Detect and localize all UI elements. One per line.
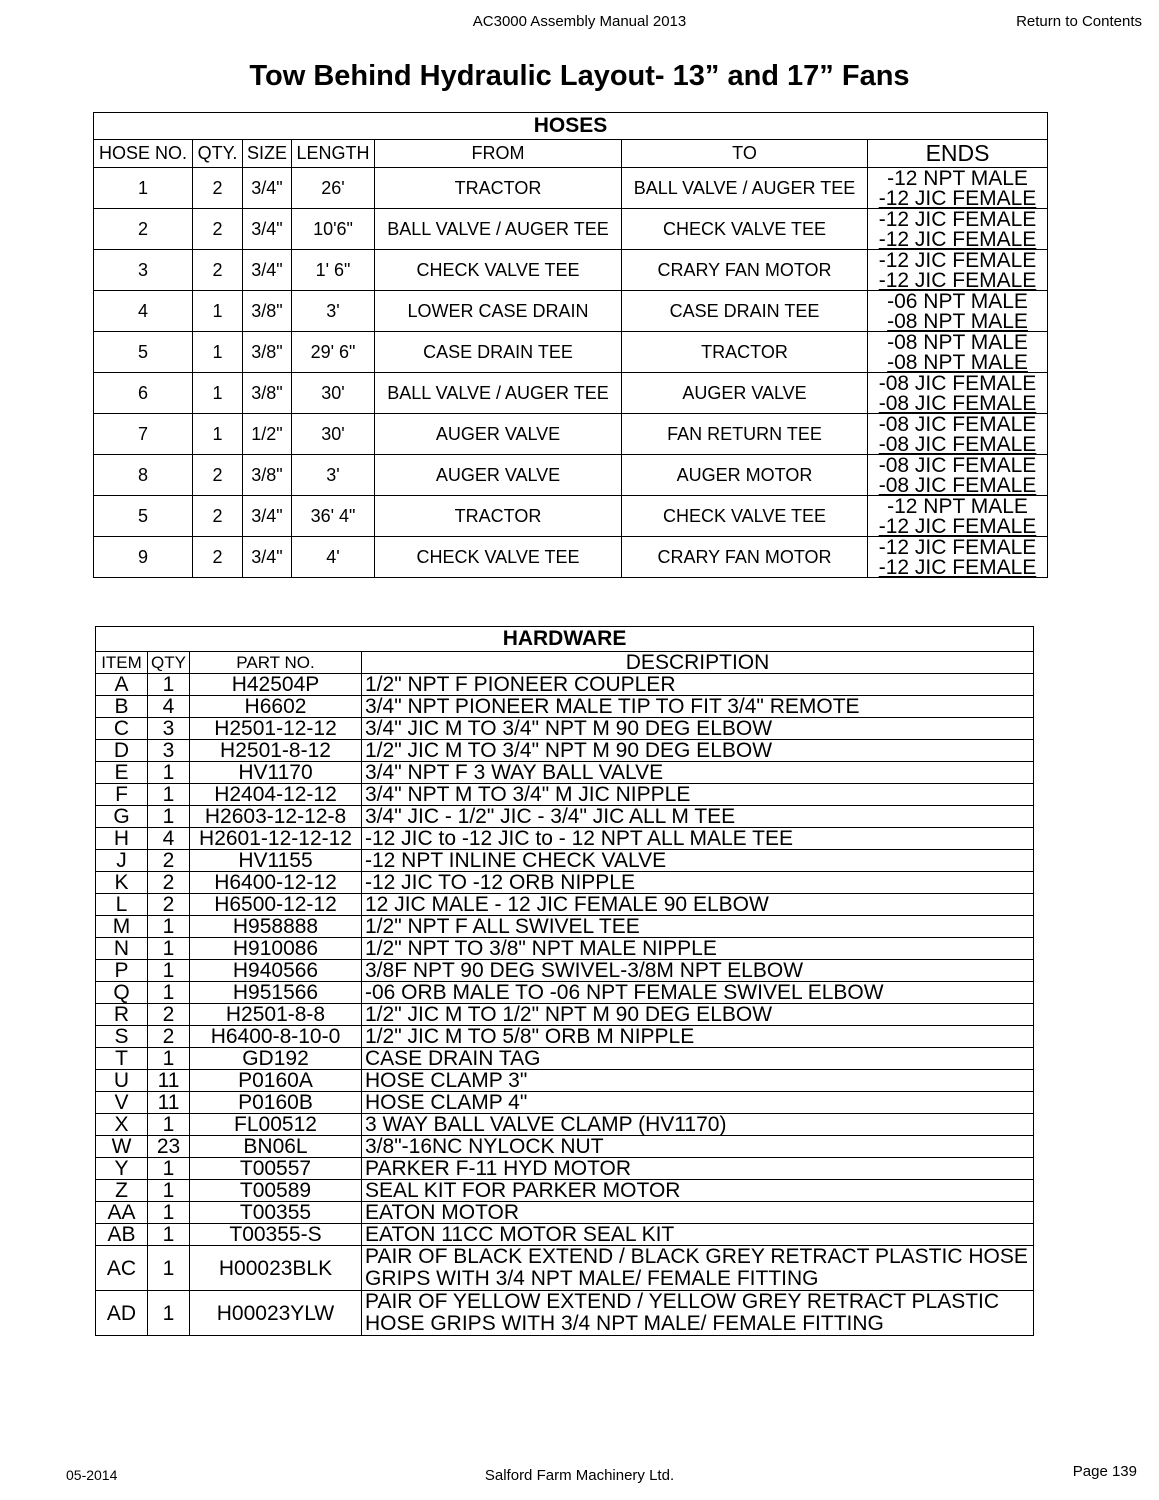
hardware-part-cell: HV1155 bbox=[190, 850, 362, 872]
hose-end-1: -12 NPT MALE bbox=[887, 167, 1028, 190]
hardware-item-cell: S bbox=[96, 1026, 148, 1048]
hardware-part-cell: FL00512 bbox=[190, 1114, 362, 1136]
hose-ends-cell bbox=[868, 332, 1048, 373]
hoses-table bbox=[93, 112, 1048, 578]
column-header: SIZE bbox=[243, 140, 292, 168]
hose-to-cell: AUGER MOTOR bbox=[622, 455, 868, 496]
hose-number-cell: 4 bbox=[94, 291, 193, 332]
hose-from-cell: CASE DRAIN TEE bbox=[375, 332, 622, 373]
hardware-table bbox=[95, 626, 1034, 1336]
hose-qty-cell: 1 bbox=[193, 414, 243, 455]
hardware-part-cell: H940566 bbox=[190, 960, 362, 982]
hardware-description-cell: PAIR OF BLACK EXTEND / BLACK GREY RETRACT PLASTIC HOSE GRIPS WITH 3/4 NPT MALE/ FEMALE FITTING bbox=[362, 1246, 1034, 1291]
hardware-qty-cell: 1 bbox=[148, 1114, 190, 1136]
hardware-part-cell: H6500-12-12 bbox=[190, 894, 362, 916]
hardware-part-cell: BN06L bbox=[190, 1136, 362, 1158]
hose-end-2: -12 JIC FEMALE bbox=[878, 269, 1037, 291]
hardware-qty-cell: 1 bbox=[148, 960, 190, 982]
hardware-description-cell: EATON MOTOR bbox=[362, 1202, 1034, 1224]
hose-size-cell: 3/8" bbox=[243, 332, 292, 373]
hardware-part-cell: H2603-12-12-8 bbox=[190, 806, 362, 828]
hose-size-cell: 1/2" bbox=[243, 414, 292, 455]
return-to-contents-link[interactable]: Return to Contents bbox=[1016, 13, 1142, 30]
hardware-part-cell: H2501-12-12 bbox=[190, 718, 362, 740]
hardware-header-row bbox=[96, 652, 1034, 674]
hardware-qty-cell: 1 bbox=[148, 784, 190, 806]
hardware-item-cell: C bbox=[96, 718, 148, 740]
hardware-item-cell: U bbox=[96, 1070, 148, 1092]
hardware-qty-cell: 11 bbox=[148, 1070, 190, 1092]
hose-number-cell: 6 bbox=[94, 373, 193, 414]
hardware-item-cell: AB bbox=[96, 1224, 148, 1246]
hardware-qty-cell: 2 bbox=[148, 850, 190, 872]
hardware-part-cell: T00355-S bbox=[190, 1224, 362, 1246]
hose-ends-cell bbox=[868, 209, 1048, 250]
hardware-qty-cell: 3 bbox=[148, 740, 190, 762]
hose-from-cell: AUGER VALVE bbox=[375, 455, 622, 496]
hardware-row bbox=[96, 1114, 1034, 1136]
hardware-row bbox=[96, 1004, 1034, 1026]
hardware-part-cell: H6400-8-10-0 bbox=[190, 1026, 362, 1048]
hose-row bbox=[94, 332, 1048, 373]
hose-qty-cell: 2 bbox=[193, 250, 243, 291]
hoses-header-row bbox=[94, 140, 1048, 168]
hose-qty-cell: 1 bbox=[193, 291, 243, 332]
hardware-description-cell: PAIR OF YELLOW EXTEND / YELLOW GREY RETRACT PLASTIC HOSE GRIPS WITH 3/4 NPT MALE/ FEMALE FITTING bbox=[362, 1291, 1034, 1336]
hardware-qty-cell: 1 bbox=[148, 1048, 190, 1070]
hose-number-cell: 9 bbox=[94, 537, 193, 578]
hardware-row bbox=[96, 718, 1034, 740]
hardware-row bbox=[96, 674, 1034, 696]
hardware-description-cell: 1/2" JIC M TO 5/8" ORB M NIPPLE bbox=[362, 1026, 1034, 1048]
hardware-description-cell: 1/2" NPT F PIONEER COUPLER bbox=[362, 674, 1034, 696]
hardware-row bbox=[96, 784, 1034, 806]
hardware-item-cell: V bbox=[96, 1092, 148, 1114]
hose-length-cell: 30' bbox=[292, 414, 375, 455]
hardware-item-cell: AC bbox=[96, 1246, 148, 1291]
hose-qty-cell: 2 bbox=[193, 455, 243, 496]
hose-number-cell: 3 bbox=[94, 250, 193, 291]
hose-ends-cell bbox=[868, 168, 1048, 209]
hose-size-cell: 3/4" bbox=[243, 168, 292, 209]
column-header: HOSE NO. bbox=[94, 140, 193, 168]
hose-end-1: -08 NPT MALE bbox=[887, 331, 1028, 354]
hardware-item-cell: AD bbox=[96, 1291, 148, 1336]
hose-size-cell: 3/8" bbox=[243, 291, 292, 332]
hose-qty-cell: 2 bbox=[193, 209, 243, 250]
hardware-item-cell: Q bbox=[96, 982, 148, 1004]
manual-title: AC3000 Assembly Manual 2013 bbox=[472, 13, 687, 30]
hardware-item-cell: L bbox=[96, 894, 148, 916]
hardware-row bbox=[96, 1092, 1034, 1114]
hose-ends-cell bbox=[868, 455, 1048, 496]
hose-row bbox=[94, 250, 1048, 291]
hose-ends-cell bbox=[868, 373, 1048, 414]
hardware-qty-cell: 2 bbox=[148, 872, 190, 894]
hoses-caption: HOSES bbox=[94, 113, 1048, 140]
hardware-part-cell: T00355 bbox=[190, 1202, 362, 1224]
hardware-caption: HARDWARE bbox=[96, 627, 1034, 652]
hose-to-cell: FAN RETURN TEE bbox=[622, 414, 868, 455]
hose-end-2: -08 JIC FEMALE bbox=[878, 392, 1037, 414]
hardware-row bbox=[96, 740, 1034, 762]
hardware-description-cell: 3/8F NPT 90 DEG SWIVEL-3/8M NPT ELBOW bbox=[362, 960, 1034, 982]
hardware-part-cell: H6400-12-12 bbox=[190, 872, 362, 894]
hose-end-1: -12 NPT MALE bbox=[887, 495, 1028, 518]
hardware-part-cell: T00589 bbox=[190, 1180, 362, 1202]
hardware-row bbox=[96, 938, 1034, 960]
hardware-row bbox=[96, 850, 1034, 872]
hardware-row bbox=[96, 872, 1034, 894]
hose-to-cell: AUGER VALVE bbox=[622, 373, 868, 414]
hardware-part-cell: GD192 bbox=[190, 1048, 362, 1070]
hardware-qty-cell: 2 bbox=[148, 894, 190, 916]
page-title: Tow Behind Hydraulic Layout- 13” and 17” Fans bbox=[249, 60, 910, 92]
hose-length-cell: 10'6" bbox=[292, 209, 375, 250]
hose-from-cell: AUGER VALVE bbox=[375, 414, 622, 455]
hose-row bbox=[94, 291, 1048, 332]
hardware-part-cell: H2501-8-12 bbox=[190, 740, 362, 762]
hardware-description-cell: 3/4" JIC - 1/2" JIC - 3/4" JIC ALL M TEE bbox=[362, 806, 1034, 828]
hose-from-cell: CHECK VALVE TEE bbox=[375, 250, 622, 291]
hardware-qty-cell: 1 bbox=[148, 806, 190, 828]
hose-to-cell: TRACTOR bbox=[622, 332, 868, 373]
hose-number-cell: 5 bbox=[94, 332, 193, 373]
hose-to-cell: CRARY FAN MOTOR bbox=[622, 537, 868, 578]
column-header: ITEM bbox=[96, 652, 148, 674]
hardware-item-cell: W bbox=[96, 1136, 148, 1158]
footer-company: Salford Farm Machinery Ltd. bbox=[484, 1467, 675, 1484]
column-header: DESCRIPTION bbox=[362, 652, 1034, 674]
column-header: FROM bbox=[375, 140, 622, 168]
hose-qty-cell: 1 bbox=[193, 332, 243, 373]
hardware-qty-cell: 4 bbox=[148, 828, 190, 850]
hose-end-2: -08 JIC FEMALE bbox=[878, 433, 1037, 455]
hose-to-cell: CHECK VALVE TEE bbox=[622, 209, 868, 250]
hardware-part-cell: H958888 bbox=[190, 916, 362, 938]
hose-number-cell: 7 bbox=[94, 414, 193, 455]
hardware-row bbox=[96, 806, 1034, 828]
hardware-row bbox=[96, 1136, 1034, 1158]
hose-end-2: -12 JIC FEMALE bbox=[878, 228, 1037, 250]
hardware-row bbox=[96, 762, 1034, 784]
hardware-qty-cell: 1 bbox=[148, 1202, 190, 1224]
hose-length-cell: 30' bbox=[292, 373, 375, 414]
hose-row bbox=[94, 496, 1048, 537]
hose-ends-cell bbox=[868, 414, 1048, 455]
hose-end-1: -06 NPT MALE bbox=[887, 290, 1028, 313]
hose-from-cell: TRACTOR bbox=[375, 168, 622, 209]
hose-size-cell: 3/8" bbox=[243, 373, 292, 414]
hardware-part-cell: H2601-12-12-12 bbox=[190, 828, 362, 850]
hardware-description-cell: 3/4" NPT M TO 3/4" M JIC NIPPLE bbox=[362, 784, 1034, 806]
hardware-part-cell: HV1170 bbox=[190, 762, 362, 784]
column-header: QTY. bbox=[193, 140, 243, 168]
hardware-row bbox=[96, 1070, 1034, 1092]
hardware-qty-cell: 1 bbox=[148, 1158, 190, 1180]
hardware-description-cell: 3/4" JIC M TO 3/4" NPT M 90 DEG ELBOW bbox=[362, 718, 1034, 740]
hose-from-cell: TRACTOR bbox=[375, 496, 622, 537]
hose-number-cell: 5 bbox=[94, 496, 193, 537]
hose-size-cell: 3/4" bbox=[243, 209, 292, 250]
hardware-part-cell: H2501-8-8 bbox=[190, 1004, 362, 1026]
hose-number-cell: 2 bbox=[94, 209, 193, 250]
hardware-item-cell: J bbox=[96, 850, 148, 872]
hardware-qty-cell: 1 bbox=[148, 1180, 190, 1202]
hardware-description-cell: -06 ORB MALE TO -06 NPT FEMALE SWIVEL ELBOW bbox=[362, 982, 1034, 1004]
hardware-description-cell: CASE DRAIN TAG bbox=[362, 1048, 1034, 1070]
hardware-qty-cell: 1 bbox=[148, 1246, 190, 1291]
hose-end-2: -08 NPT MALE bbox=[887, 310, 1028, 332]
hose-length-cell: 4' bbox=[292, 537, 375, 578]
hardware-description-cell: 3/8"-16NC NYLOCK NUT bbox=[362, 1136, 1034, 1158]
hose-row bbox=[94, 537, 1048, 578]
hardware-qty-cell: 1 bbox=[148, 938, 190, 960]
hose-end-1: -08 JIC FEMALE bbox=[878, 413, 1037, 436]
hose-ends-cell bbox=[868, 496, 1048, 537]
hardware-qty-cell: 2 bbox=[148, 1004, 190, 1026]
hardware-row bbox=[96, 696, 1034, 718]
hardware-description-cell: 3 WAY BALL VALVE CLAMP (HV1170) bbox=[362, 1114, 1034, 1136]
hose-row bbox=[94, 373, 1048, 414]
hardware-row bbox=[96, 1202, 1034, 1224]
hose-end-2: -12 JIC FEMALE bbox=[878, 187, 1037, 209]
hardware-row bbox=[96, 982, 1034, 1004]
hardware-qty-cell: 1 bbox=[148, 916, 190, 938]
hardware-row bbox=[96, 1224, 1034, 1246]
hardware-row bbox=[96, 1180, 1034, 1202]
hose-end-1: -12 JIC FEMALE bbox=[878, 249, 1037, 272]
hardware-qty-cell: 1 bbox=[148, 674, 190, 696]
hardware-row bbox=[96, 916, 1034, 938]
hardware-row bbox=[96, 828, 1034, 850]
hose-length-cell: 26' bbox=[292, 168, 375, 209]
footer-page-number: Page 139 bbox=[1072, 1463, 1137, 1480]
hose-row bbox=[94, 455, 1048, 496]
hose-size-cell: 3/8" bbox=[243, 455, 292, 496]
hardware-item-cell: G bbox=[96, 806, 148, 828]
hardware-qty-cell: 23 bbox=[148, 1136, 190, 1158]
hardware-qty-cell: 1 bbox=[148, 1224, 190, 1246]
hardware-description-cell: -12 NPT INLINE CHECK VALVE bbox=[362, 850, 1034, 872]
hardware-part-cell: T00557 bbox=[190, 1158, 362, 1180]
hardware-qty-cell: 4 bbox=[148, 696, 190, 718]
hardware-qty-cell: 11 bbox=[148, 1092, 190, 1114]
hose-ends-cell bbox=[868, 291, 1048, 332]
hardware-qty-cell: 2 bbox=[148, 1026, 190, 1048]
hardware-description-cell: 1/2" NPT TO 3/8" NPT MALE NIPPLE bbox=[362, 938, 1034, 960]
hardware-qty-cell: 1 bbox=[148, 982, 190, 1004]
hardware-part-cell: H00023YLW bbox=[190, 1291, 362, 1336]
hose-end-1: -12 JIC FEMALE bbox=[878, 208, 1037, 231]
hardware-description-cell: EATON 11CC MOTOR SEAL KIT bbox=[362, 1224, 1034, 1246]
hose-length-cell: 29' 6" bbox=[292, 332, 375, 373]
hose-ends-cell bbox=[868, 537, 1048, 578]
hose-end-2: -08 NPT MALE bbox=[887, 351, 1028, 373]
column-header: PART NO. bbox=[190, 652, 362, 674]
hardware-description-cell: PARKER F-11 HYD MOTOR bbox=[362, 1158, 1034, 1180]
hardware-description-cell: SEAL KIT FOR PARKER MOTOR bbox=[362, 1180, 1034, 1202]
hardware-description-cell: 3/4" NPT F 3 WAY BALL VALVE bbox=[362, 762, 1034, 784]
hardware-row bbox=[96, 1026, 1034, 1048]
hose-to-cell: CHECK VALVE TEE bbox=[622, 496, 868, 537]
hardware-description-cell: 12 JIC MALE - 12 JIC FEMALE 90 ELBOW bbox=[362, 894, 1034, 916]
hardware-item-cell: E bbox=[96, 762, 148, 784]
hardware-item-cell: B bbox=[96, 696, 148, 718]
hardware-item-cell: D bbox=[96, 740, 148, 762]
column-header: ENDS bbox=[868, 140, 1048, 168]
hose-end-2: -08 JIC FEMALE bbox=[878, 474, 1037, 496]
hardware-description-cell: 1/2" NPT F ALL SWIVEL TEE bbox=[362, 916, 1034, 938]
hose-length-cell: 1' 6" bbox=[292, 250, 375, 291]
hardware-description-cell: 3/4" NPT PIONEER MALE TIP TO FIT 3/4" REMOTE bbox=[362, 696, 1034, 718]
hardware-description-cell: 1/2" JIC M TO 1/2" NPT M 90 DEG ELBOW bbox=[362, 1004, 1034, 1026]
hardware-item-cell: T bbox=[96, 1048, 148, 1070]
hardware-row bbox=[96, 1291, 1034, 1336]
hardware-part-cell: H6602 bbox=[190, 696, 362, 718]
hose-end-1: -08 JIC FEMALE bbox=[878, 372, 1037, 395]
hardware-description-cell: HOSE CLAMP 4" bbox=[362, 1092, 1034, 1114]
hose-length-cell: 3' bbox=[292, 455, 375, 496]
hose-qty-cell: 2 bbox=[193, 168, 243, 209]
hardware-part-cell: H951566 bbox=[190, 982, 362, 1004]
hose-ends-cell bbox=[868, 250, 1048, 291]
hardware-item-cell: M bbox=[96, 916, 148, 938]
hose-size-cell: 3/4" bbox=[243, 537, 292, 578]
hardware-row bbox=[96, 1246, 1034, 1291]
hardware-description-cell: -12 JIC to -12 JIC to - 12 NPT ALL MALE TEE bbox=[362, 828, 1034, 850]
hardware-part-cell: H00023BLK bbox=[190, 1246, 362, 1291]
hardware-item-cell: K bbox=[96, 872, 148, 894]
hose-from-cell: LOWER CASE DRAIN bbox=[375, 291, 622, 332]
hardware-qty-cell: 3 bbox=[148, 718, 190, 740]
hardware-item-cell: P bbox=[96, 960, 148, 982]
hose-end-1: -12 JIC FEMALE bbox=[878, 536, 1037, 559]
hose-end-2: -12 JIC FEMALE bbox=[878, 515, 1037, 537]
column-header: TO bbox=[622, 140, 868, 168]
hardware-description-cell: HOSE CLAMP 3" bbox=[362, 1070, 1034, 1092]
hardware-part-cell: P0160A bbox=[190, 1070, 362, 1092]
hose-length-cell: 36' 4" bbox=[292, 496, 375, 537]
hardware-part-cell: H42504P bbox=[190, 674, 362, 696]
hose-end-1: -08 JIC FEMALE bbox=[878, 454, 1037, 477]
hose-end-2: -12 JIC FEMALE bbox=[878, 556, 1037, 578]
column-header: QTY bbox=[148, 652, 190, 674]
hardware-description-cell: -12 JIC TO -12 ORB NIPPLE bbox=[362, 872, 1034, 894]
hose-row bbox=[94, 414, 1048, 455]
hardware-row bbox=[96, 1048, 1034, 1070]
hose-row bbox=[94, 168, 1048, 209]
hardware-item-cell: H bbox=[96, 828, 148, 850]
hardware-item-cell: A bbox=[96, 674, 148, 696]
hardware-row bbox=[96, 1158, 1034, 1180]
hose-qty-cell: 1 bbox=[193, 373, 243, 414]
hose-qty-cell: 2 bbox=[193, 537, 243, 578]
hardware-item-cell: F bbox=[96, 784, 148, 806]
hardware-part-cell: H2404-12-12 bbox=[190, 784, 362, 806]
hose-from-cell: CHECK VALVE TEE bbox=[375, 537, 622, 578]
hardware-qty-cell: 1 bbox=[148, 1291, 190, 1336]
hardware-item-cell: N bbox=[96, 938, 148, 960]
hardware-part-cell: H910086 bbox=[190, 938, 362, 960]
hardware-part-cell: P0160B bbox=[190, 1092, 362, 1114]
hose-number-cell: 8 bbox=[94, 455, 193, 496]
hose-from-cell: BALL VALVE / AUGER TEE bbox=[375, 373, 622, 414]
hardware-item-cell: R bbox=[96, 1004, 148, 1026]
hose-to-cell: BALL VALVE / AUGER TEE bbox=[622, 168, 868, 209]
hose-from-cell: BALL VALVE / AUGER TEE bbox=[375, 209, 622, 250]
hardware-item-cell: AA bbox=[96, 1202, 148, 1224]
hardware-row bbox=[96, 960, 1034, 982]
hardware-item-cell: X bbox=[96, 1114, 148, 1136]
hardware-item-cell: Z bbox=[96, 1180, 148, 1202]
hardware-row bbox=[96, 894, 1034, 916]
hose-length-cell: 3' bbox=[292, 291, 375, 332]
column-header: LENGTH bbox=[292, 140, 375, 168]
footer-date: 05-2014 bbox=[66, 1467, 118, 1483]
hardware-description-cell: 1/2" JIC M TO 3/4" NPT M 90 DEG ELBOW bbox=[362, 740, 1034, 762]
hose-row bbox=[94, 209, 1048, 250]
hardware-item-cell: Y bbox=[96, 1158, 148, 1180]
hose-qty-cell: 2 bbox=[193, 496, 243, 537]
hose-number-cell: 1 bbox=[94, 168, 193, 209]
hose-size-cell: 3/4" bbox=[243, 496, 292, 537]
hose-to-cell: CRARY FAN MOTOR bbox=[622, 250, 868, 291]
hose-size-cell: 3/4" bbox=[243, 250, 292, 291]
hardware-qty-cell: 1 bbox=[148, 762, 190, 784]
hose-to-cell: CASE DRAIN TEE bbox=[622, 291, 868, 332]
